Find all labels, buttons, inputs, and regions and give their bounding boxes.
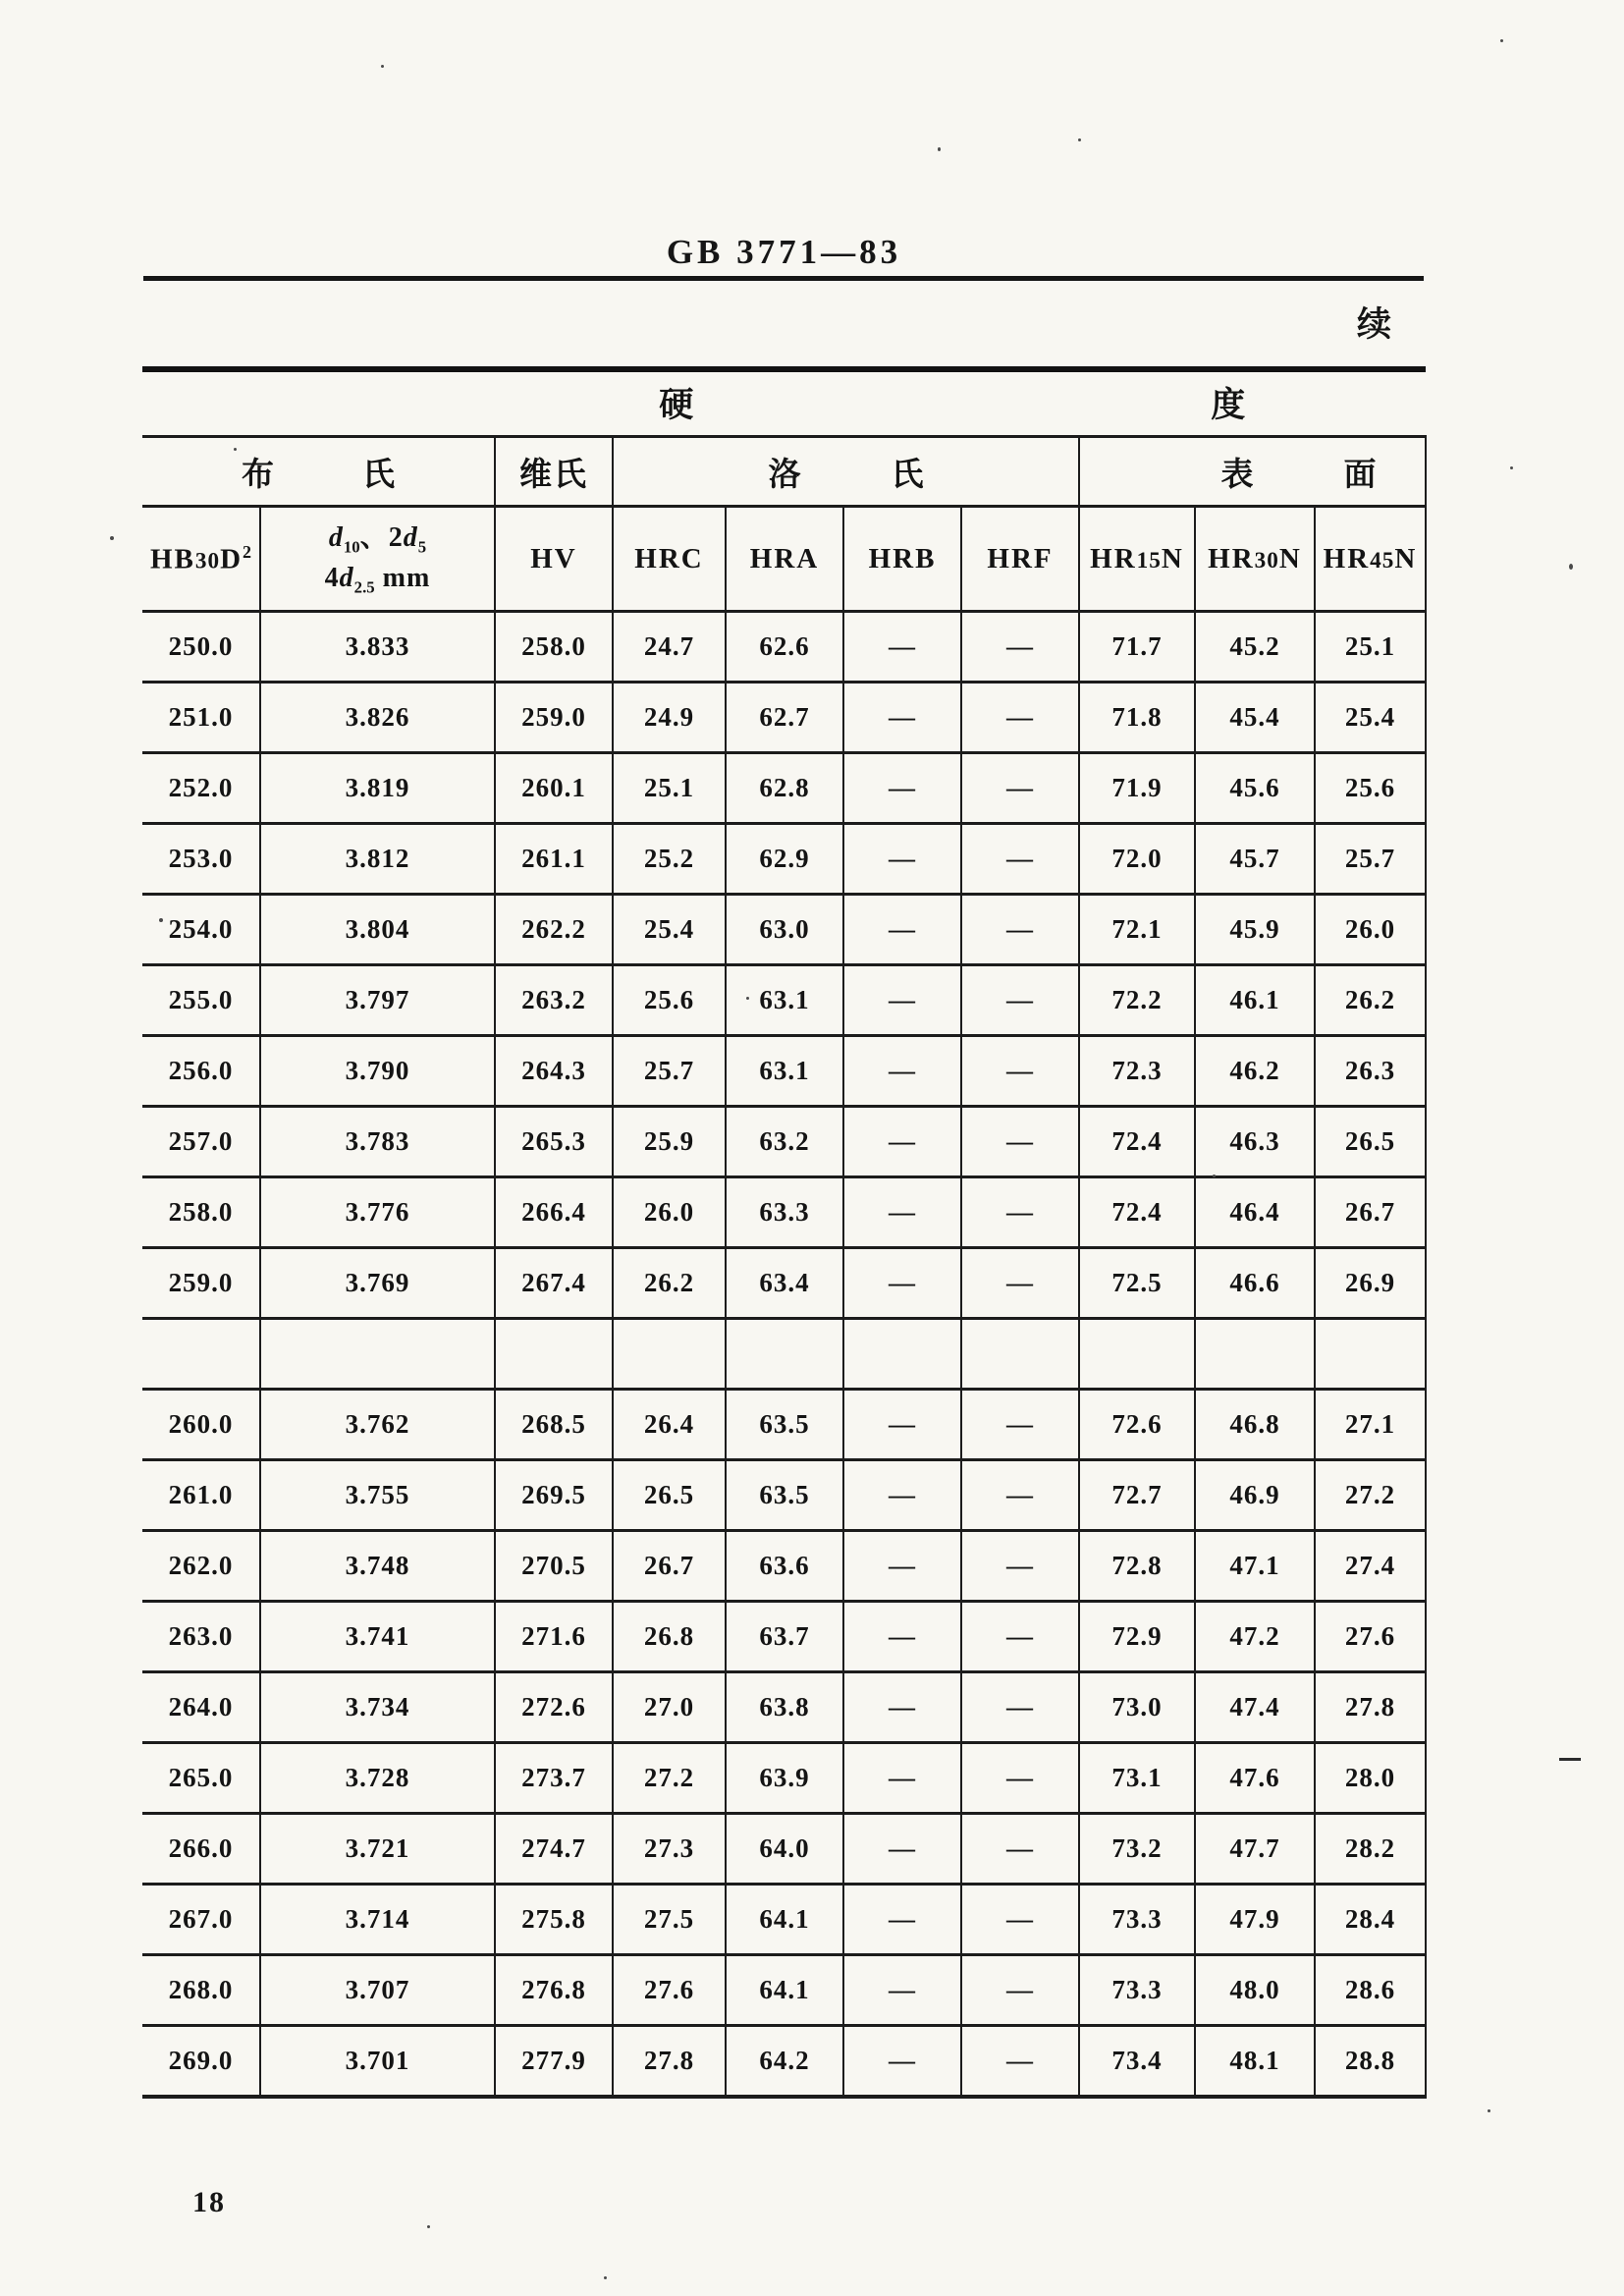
cell-hrf: —: [961, 1602, 1079, 1672]
cell-hr30n: [1195, 1319, 1315, 1390]
cell-hrc: 27.5: [613, 1885, 726, 1955]
cell-hrc: 27.2: [613, 1743, 726, 1814]
cell-hr15n: 73.3: [1079, 1885, 1195, 1955]
cell-d-diameter: 3.819: [260, 753, 495, 824]
cell-hrb: —: [843, 965, 961, 1036]
cell-hr15n: 73.1: [1079, 1743, 1195, 1814]
cell-hra: [726, 1319, 843, 1390]
cell-hra: 62.7: [726, 683, 843, 753]
cell-hb30d2: 261.0: [142, 1460, 260, 1531]
cell-hrb: —: [843, 612, 961, 683]
cell-hb30d2: 255.0: [142, 965, 260, 1036]
cell-hrc: 24.7: [613, 612, 726, 683]
cell-hrb: —: [843, 1248, 961, 1319]
cell-hrf: [961, 1319, 1079, 1390]
cell-hr15n: 72.9: [1079, 1602, 1195, 1672]
continued-label: 续: [1357, 305, 1392, 344]
cell-hra: 63.6: [726, 1531, 843, 1602]
cell-hr15n: 73.3: [1079, 1955, 1195, 2026]
cell-hrf: —: [961, 1460, 1079, 1531]
cell-hr30n: 47.4: [1195, 1672, 1315, 1743]
cell-hr15n: 73.4: [1079, 2026, 1195, 2098]
table-row: [142, 1177, 1426, 1248]
group-header-brinell: 布 氏: [142, 437, 495, 507]
cell-hrf: —: [961, 612, 1079, 683]
table-row: [142, 1885, 1426, 1955]
cell-hb30d2: 269.0: [142, 2026, 260, 2098]
cell-hrc: 27.8: [613, 2026, 726, 2098]
cell-hr15n: 72.3: [1079, 1036, 1195, 1107]
cell-hra: 63.9: [726, 1743, 843, 1814]
group-header-rockwell: 洛 氏: [613, 437, 1079, 507]
cell-hrf: —: [961, 1955, 1079, 2026]
cell-hra: 63.5: [726, 1460, 843, 1531]
cell-hra: 64.2: [726, 2026, 843, 2098]
cell-hr30n: 46.8: [1195, 1390, 1315, 1460]
cell-hr45n: 28.0: [1315, 1743, 1426, 1814]
cell-hr45n: 27.6: [1315, 1602, 1426, 1672]
cell-hrf: —: [961, 965, 1079, 1036]
cell-hb30d2: 257.0: [142, 1107, 260, 1177]
cell-hr30n: 47.9: [1195, 1885, 1315, 1955]
cell-hb30d2: 250.0: [142, 612, 260, 683]
cell-hrf: —: [961, 2026, 1079, 2098]
cell-hra: 62.8: [726, 753, 843, 824]
cell-hr15n: 72.4: [1079, 1177, 1195, 1248]
cell-hv: 260.1: [495, 753, 613, 824]
hardness-conversion-table: [142, 366, 1427, 2099]
cell-hrc: 26.2: [613, 1248, 726, 1319]
column-header-row: [142, 507, 1426, 612]
cell-hrb: —: [843, 824, 961, 895]
cell-hr30n: 46.9: [1195, 1460, 1315, 1531]
cell-hr30n: 45.4: [1195, 683, 1315, 753]
hardness-char-right: 度: [1211, 386, 1246, 424]
cell-d-diameter: 3.755: [260, 1460, 495, 1531]
table-row: [142, 753, 1426, 824]
cell-hra: 63.4: [726, 1248, 843, 1319]
cell-hv: 276.8: [495, 1955, 613, 2026]
cell-hr45n: [1315, 1319, 1426, 1390]
cell-hrb: —: [843, 1602, 961, 1672]
cell-d-diameter: 3.783: [260, 1107, 495, 1177]
cell-hv: 277.9: [495, 2026, 613, 2098]
cell-hrb: —: [843, 1814, 961, 1885]
cell-hb30d2: 256.0: [142, 1036, 260, 1107]
cell-hr15n: 72.6: [1079, 1390, 1195, 1460]
cell-hrc: 25.9: [613, 1107, 726, 1177]
cell-hrc: 25.4: [613, 895, 726, 965]
cell-hr45n: 26.7: [1315, 1177, 1426, 1248]
column-header-hrc: HRC: [613, 507, 726, 612]
table-row: [142, 1531, 1426, 1602]
cell-hv: 273.7: [495, 1743, 613, 1814]
cell-hr45n: 27.1: [1315, 1390, 1426, 1460]
cell-hrf: —: [961, 1390, 1079, 1460]
table-body: [142, 612, 1426, 2098]
cell-hrc: 27.0: [613, 1672, 726, 1743]
cell-hra: 64.1: [726, 1885, 843, 1955]
cell-hr30n: 45.6: [1195, 753, 1315, 824]
cell-d-diameter: 3.721: [260, 1814, 495, 1885]
cell-hv: 261.1: [495, 824, 613, 895]
cell-d-diameter: 3.714: [260, 1885, 495, 1955]
cell-hrb: —: [843, 1955, 961, 2026]
cell-hv: [495, 1319, 613, 1390]
cell-hr30n: 45.9: [1195, 895, 1315, 965]
cell-hr30n: 47.6: [1195, 1743, 1315, 1814]
cell-hrb: —: [843, 683, 961, 753]
table-row-empty: [142, 1319, 1426, 1390]
cell-hb30d2: 265.0: [142, 1743, 260, 1814]
cell-hr30n: 45.7: [1195, 824, 1315, 895]
cell-hrc: 25.7: [613, 1036, 726, 1107]
cell-hrb: —: [843, 1460, 961, 1531]
cell-hra: 62.6: [726, 612, 843, 683]
cell-hr45n: 26.9: [1315, 1248, 1426, 1319]
cell-hrf: —: [961, 1743, 1079, 1814]
column-header-d-diameter: $d_{10}$、$2d_5$ $4d_{2.5}$ mm: [260, 507, 495, 612]
cell-hv: 270.5: [495, 1531, 613, 1602]
cell-hb30d2: 262.0: [142, 1531, 260, 1602]
cell-hv: 259.0: [495, 683, 613, 753]
cell-hrc: [613, 1319, 726, 1390]
cell-d-diameter: 3.707: [260, 1955, 495, 2026]
cell-hrb: —: [843, 1177, 961, 1248]
cell-hrf: —: [961, 1885, 1079, 1955]
cell-hv: 265.3: [495, 1107, 613, 1177]
cell-hrc: 26.0: [613, 1177, 726, 1248]
cell-hb30d2: 267.0: [142, 1885, 260, 1955]
cell-hr30n: 46.6: [1195, 1248, 1315, 1319]
cell-hrb: —: [843, 1390, 961, 1460]
table-row: [142, 895, 1426, 965]
table-row: [142, 965, 1426, 1036]
cell-hr30n: 46.3: [1195, 1107, 1315, 1177]
standard-code: GB 3771—83: [666, 233, 902, 271]
cell-hr30n: 48.0: [1195, 1955, 1315, 2026]
cell-hrb: —: [843, 1107, 961, 1177]
cell-hrb: [843, 1319, 961, 1390]
cell-hrb: —: [843, 1743, 961, 1814]
cell-hrf: —: [961, 1814, 1079, 1885]
cell-hr15n: 72.4: [1079, 1107, 1195, 1177]
cell-hr15n: 72.1: [1079, 895, 1195, 965]
cell-hr45n: 27.2: [1315, 1460, 1426, 1531]
cell-hrc: 27.6: [613, 1955, 726, 2026]
cell-hr45n: 27.8: [1315, 1672, 1426, 1743]
cell-d-diameter: 3.776: [260, 1177, 495, 1248]
cell-hra: 62.9: [726, 824, 843, 895]
cell-hrb: —: [843, 1672, 961, 1743]
table-row: [142, 1248, 1426, 1319]
cell-hv: 263.2: [495, 965, 613, 1036]
column-header-hr30n: HR30N: [1195, 507, 1315, 612]
cell-hrc: 25.2: [613, 824, 726, 895]
cell-hrf: —: [961, 895, 1079, 965]
cell-hrf: —: [961, 683, 1079, 753]
page-number: 18: [192, 2186, 226, 2218]
cell-hv: 267.4: [495, 1248, 613, 1319]
stray-mark: [1559, 1758, 1581, 1761]
cell-hv: 264.3: [495, 1036, 613, 1107]
cell-hr45n: 25.6: [1315, 753, 1426, 824]
cell-hrb: —: [843, 753, 961, 824]
table-row: [142, 2026, 1426, 2098]
cell-hrb: —: [843, 1885, 961, 1955]
cell-hr45n: 26.3: [1315, 1036, 1426, 1107]
table-row: [142, 1814, 1426, 1885]
cell-d-diameter: 3.734: [260, 1672, 495, 1743]
cell-hr45n: 25.1: [1315, 612, 1426, 683]
table-row: [142, 612, 1426, 683]
cell-hv: 271.6: [495, 1602, 613, 1672]
cell-hr45n: 28.2: [1315, 1814, 1426, 1885]
cell-hr15n: 71.7: [1079, 612, 1195, 683]
table-row: [142, 824, 1426, 895]
cell-hra: 63.7: [726, 1602, 843, 1672]
cell-hrf: —: [961, 1531, 1079, 1602]
column-header-hra: HRA: [726, 507, 843, 612]
cell-hr45n: 28.4: [1315, 1885, 1426, 1955]
table-row: [142, 1743, 1426, 1814]
cell-hrc: 26.8: [613, 1602, 726, 1672]
cell-hra: 63.0: [726, 895, 843, 965]
cell-d-diameter: 3.748: [260, 1531, 495, 1602]
cell-hrb: —: [843, 1531, 961, 1602]
column-header-hb30d2: $HB30D^2$: [142, 507, 260, 612]
cell-hr45n: 26.0: [1315, 895, 1426, 965]
group-header-row: [142, 437, 1426, 507]
cell-d-diameter: 3.833: [260, 612, 495, 683]
cell-hv: 258.0: [495, 612, 613, 683]
cell-hra: 63.5: [726, 1390, 843, 1460]
cell-d-diameter: 3.741: [260, 1602, 495, 1672]
cell-hr15n: 72.0: [1079, 824, 1195, 895]
cell-hrc: 25.1: [613, 753, 726, 824]
cell-hr15n: 72.5: [1079, 1248, 1195, 1319]
cell-d-diameter: [260, 1319, 495, 1390]
cell-hra: 63.8: [726, 1672, 843, 1743]
cell-hr15n: [1079, 1319, 1195, 1390]
table-title-row: [142, 369, 1426, 437]
cell-hb30d2: 266.0: [142, 1814, 260, 1885]
cell-hrf: —: [961, 1036, 1079, 1107]
table-row: [142, 683, 1426, 753]
cell-hr15n: 71.9: [1079, 753, 1195, 824]
cell-hr30n: 46.4: [1195, 1177, 1315, 1248]
cell-hr15n: 71.8: [1079, 683, 1195, 753]
cell-d-diameter: 3.790: [260, 1036, 495, 1107]
cell-hrf: —: [961, 753, 1079, 824]
cell-hra: 63.1: [726, 965, 843, 1036]
cell-hv: 275.8: [495, 1885, 613, 1955]
table-row: [142, 1036, 1426, 1107]
cell-hrf: —: [961, 1672, 1079, 1743]
cell-hr30n: 47.1: [1195, 1531, 1315, 1602]
cell-hr30n: 47.2: [1195, 1602, 1315, 1672]
cell-hrb: —: [843, 1036, 961, 1107]
cell-hv: 268.5: [495, 1390, 613, 1460]
cell-hb30d2: 268.0: [142, 1955, 260, 2026]
group-header-vickers: 维氏: [495, 437, 613, 507]
cell-hr45n: 25.7: [1315, 824, 1426, 895]
cell-hb30d2: 260.0: [142, 1390, 260, 1460]
cell-hr15n: 73.2: [1079, 1814, 1195, 1885]
cell-hrf: —: [961, 1177, 1079, 1248]
cell-hra: 63.3: [726, 1177, 843, 1248]
cell-hr30n: 48.1: [1195, 2026, 1315, 2098]
cell-hra: 63.2: [726, 1107, 843, 1177]
cell-d-diameter: 3.812: [260, 824, 495, 895]
cell-hr15n: 72.2: [1079, 965, 1195, 1036]
cell-hb30d2: [142, 1319, 260, 1390]
cell-hr45n: 26.5: [1315, 1107, 1426, 1177]
cell-hb30d2: 258.0: [142, 1177, 260, 1248]
table-row: [142, 1107, 1426, 1177]
cell-hrb: —: [843, 2026, 961, 2098]
table-row: [142, 1602, 1426, 1672]
cell-hrc: 25.6: [613, 965, 726, 1036]
cell-hr15n: 72.8: [1079, 1531, 1195, 1602]
cell-hr45n: 28.6: [1315, 1955, 1426, 2026]
cell-hr30n: 46.2: [1195, 1036, 1315, 1107]
cell-d-diameter: 3.797: [260, 965, 495, 1036]
cell-hv: 274.7: [495, 1814, 613, 1885]
cell-hb30d2: 259.0: [142, 1248, 260, 1319]
cell-hr45n: 25.4: [1315, 683, 1426, 753]
column-header-hr45n: HR45N: [1315, 507, 1426, 612]
cell-hb30d2: 254.0: [142, 895, 260, 965]
cell-hr15n: 72.7: [1079, 1460, 1195, 1531]
header-rule: [143, 276, 1424, 281]
cell-hr30n: 46.1: [1195, 965, 1315, 1036]
cell-hv: 262.2: [495, 895, 613, 965]
cell-hv: 266.4: [495, 1177, 613, 1248]
cell-hb30d2: 251.0: [142, 683, 260, 753]
hardness-char-left: 硬: [659, 386, 694, 424]
cell-d-diameter: 3.701: [260, 2026, 495, 2098]
cell-hrc: 26.4: [613, 1390, 726, 1460]
cell-hb30d2: 263.0: [142, 1602, 260, 1672]
cell-hra: 64.1: [726, 1955, 843, 2026]
cell-hv: 269.5: [495, 1460, 613, 1531]
cell-hb30d2: 264.0: [142, 1672, 260, 1743]
table-row: [142, 1460, 1426, 1531]
cell-hr45n: 26.2: [1315, 965, 1426, 1036]
cell-d-diameter: 3.728: [260, 1743, 495, 1814]
cell-hrc: 26.7: [613, 1531, 726, 1602]
cell-d-diameter: 3.826: [260, 683, 495, 753]
cell-hrb: —: [843, 895, 961, 965]
table-row: [142, 1955, 1426, 2026]
cell-hrc: 24.9: [613, 683, 726, 753]
cell-hrc: 27.3: [613, 1814, 726, 1885]
group-header-surface: 表 面: [1079, 437, 1426, 507]
cell-hr45n: 27.4: [1315, 1531, 1426, 1602]
cell-hrf: —: [961, 824, 1079, 895]
cell-hrf: —: [961, 1107, 1079, 1177]
cell-hra: 64.0: [726, 1814, 843, 1885]
cell-hrc: 26.5: [613, 1460, 726, 1531]
column-header-hv: HV: [495, 507, 613, 612]
column-header-hr15n: HR15N: [1079, 507, 1195, 612]
cell-hb30d2: 252.0: [142, 753, 260, 824]
cell-d-diameter: 3.769: [260, 1248, 495, 1319]
cell-hr30n: 45.2: [1195, 612, 1315, 683]
table-row: [142, 1672, 1426, 1743]
column-header-hrf: HRF: [961, 507, 1079, 612]
cell-hr30n: 47.7: [1195, 1814, 1315, 1885]
cell-hv: 272.6: [495, 1672, 613, 1743]
column-header-hrb: HRB: [843, 507, 961, 612]
cell-d-diameter: 3.804: [260, 895, 495, 965]
cell-hrf: —: [961, 1248, 1079, 1319]
table-row: [142, 1390, 1426, 1460]
cell-hr45n: 28.8: [1315, 2026, 1426, 2098]
cell-hra: 63.1: [726, 1036, 843, 1107]
cell-hr15n: 73.0: [1079, 1672, 1195, 1743]
table-title-cell: [142, 369, 1426, 437]
cell-hb30d2: 253.0: [142, 824, 260, 895]
cell-d-diameter: 3.762: [260, 1390, 495, 1460]
